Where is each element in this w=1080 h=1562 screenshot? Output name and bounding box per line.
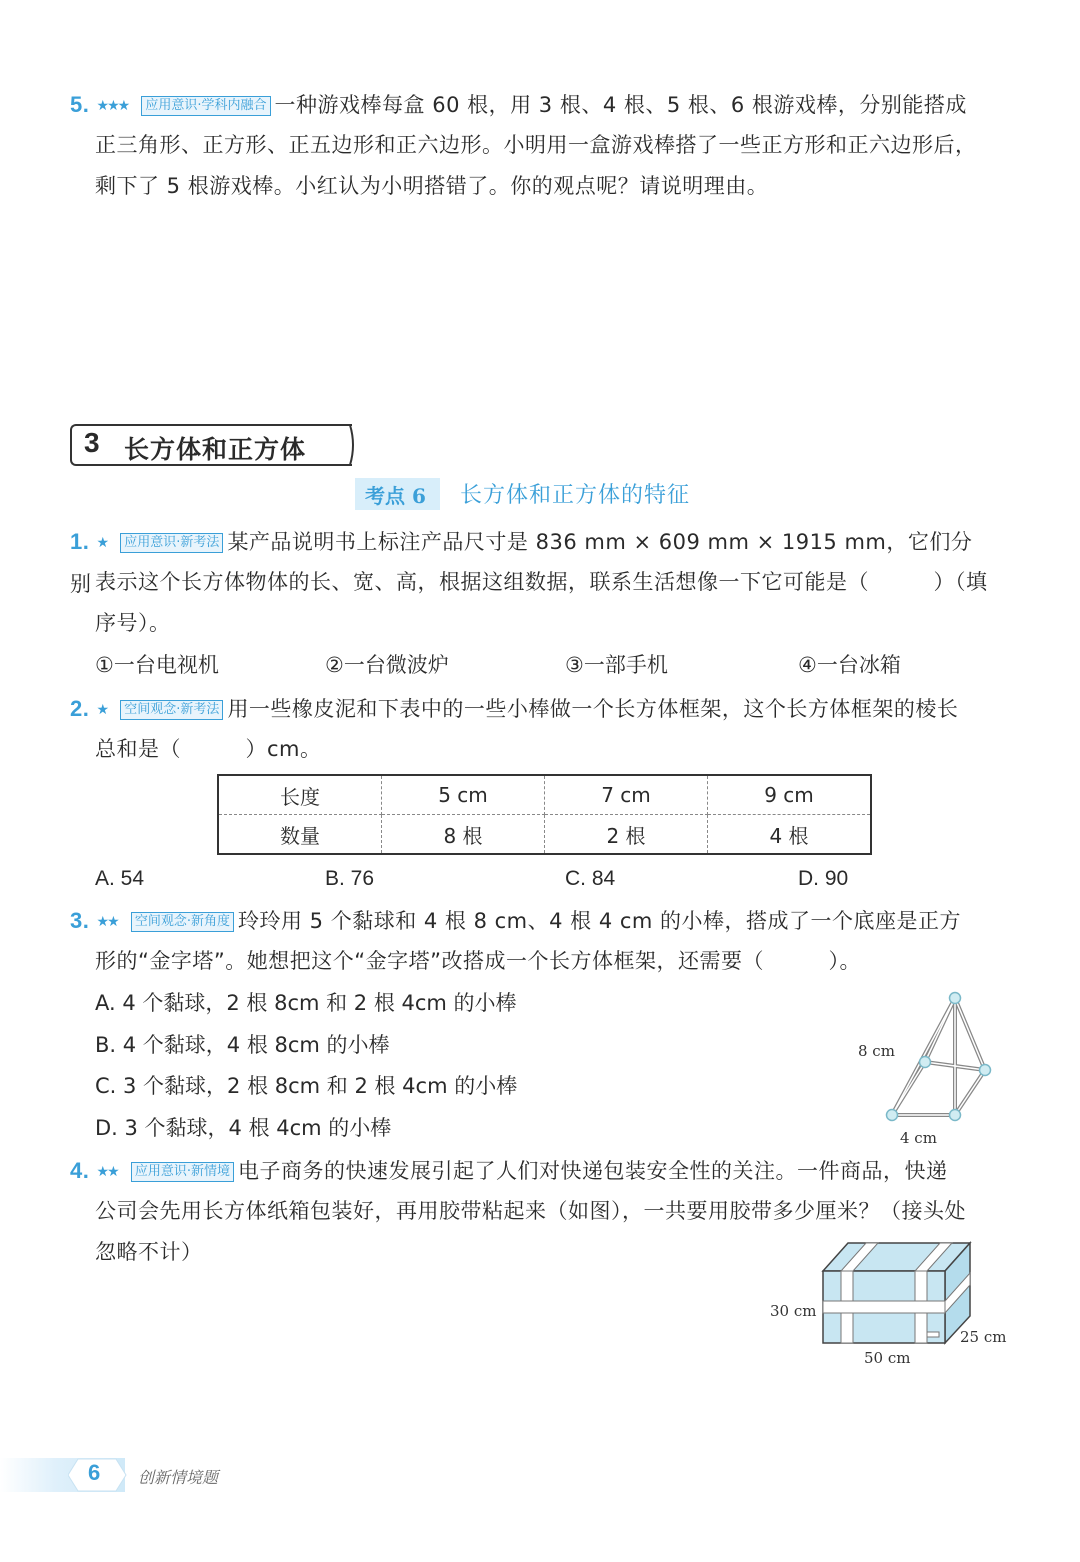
q3-option-a: A. 4 个黏球，2 根 8cm 和 2 根 4cm 的小棒 xyxy=(95,991,517,1015)
box-width-label: 25 cm xyxy=(960,1328,1007,1346)
box-length-label: 50 cm xyxy=(864,1349,911,1367)
table-cell: 数量 xyxy=(219,815,382,854)
kaodian-badge xyxy=(355,478,440,510)
difficulty-star-icon: ★ xyxy=(96,535,108,551)
q5-tag: 应用意识·学科内融合 xyxy=(141,96,270,116)
q4-line1 xyxy=(70,1150,990,1193)
page-number: 6 xyxy=(88,1460,101,1485)
q4-text-1: 电子商务的快速发展引起了人们对快递包装安全性的关注。一件商品，快递 xyxy=(237,1159,948,1183)
table-cell: 2 根 xyxy=(545,815,708,854)
q5-text-1: 一种游戏棒每盒 60 根，用 3 根、4 根、5 根、6 根游戏棒，分别能搭成 xyxy=(274,93,967,117)
q2-line1 xyxy=(70,688,990,731)
q1-option-3: ③一部手机 xyxy=(565,653,668,677)
q2-text-2: 总和是（ ）cm。 xyxy=(95,737,322,761)
pyramid-height-label: 8 cm xyxy=(858,1042,895,1060)
pyramid-figure xyxy=(880,990,1000,1130)
q3-tag: 空间观念·新角度 xyxy=(131,912,234,932)
pyramid-base-label: 4 cm xyxy=(900,1129,937,1147)
q1-text-3: 序号）。 xyxy=(95,611,171,635)
difficulty-star-icon: ★ xyxy=(96,702,108,718)
q5-number: 5. xyxy=(70,92,90,117)
difficulty-stars-icon: ★★★ xyxy=(96,98,129,114)
q3-line1 xyxy=(70,900,990,943)
q3-option-c: C. 3 个黏球，2 根 8cm 和 2 根 4cm 的小棒 xyxy=(95,1074,518,1098)
q2-number: 2. xyxy=(70,696,90,721)
q4-tag: 应用意识·新情境 xyxy=(131,1162,234,1182)
q3-text-2: 形的“金字塔”。她想把这个“金字塔”改搭成一个长方体框架，还需要（ ）。 xyxy=(95,949,862,973)
table-cell: 4 根 xyxy=(769,823,809,848)
table-cell: 长度 xyxy=(219,776,382,815)
q5-line1 xyxy=(70,84,990,127)
kaodian-title: 长方体和正方体的特征 xyxy=(460,483,691,508)
q1-text-2: 表示这个长方体物体的长、宽、高，根据这组数据，联系生活想像一下它可能是（ ）（填 xyxy=(95,570,988,594)
q5-text-2: 正三角形、正方形、正五边形和正六边形。小明用一盒游戏棒搭了一些正方形和正六边形后， xyxy=(95,133,977,157)
table-cell: 5 cm xyxy=(382,776,545,815)
q2-table xyxy=(217,774,872,855)
taped-box-figure xyxy=(815,1238,980,1348)
table-cell: 8 根 xyxy=(382,815,545,854)
section-title: 长方体和正方体 xyxy=(124,435,307,464)
q4-text-3: 忽略不计） xyxy=(95,1240,203,1264)
q3-option-d: D. 3 个黏球，4 根 4cm 的小棒 xyxy=(95,1116,392,1140)
q1-option-4: ④一台冰箱 xyxy=(798,653,901,677)
table-cell: 9 cm xyxy=(708,776,871,815)
q2-option-c: C. 84 xyxy=(565,867,616,890)
q3-option-b: B. 4 个黏球，4 根 8cm 的小棒 xyxy=(95,1033,390,1057)
q1-text-1: 某产品说明书上标注产品尺寸是 836 mm × 609 mm × 1915 mm，它们分别 xyxy=(70,530,973,596)
section-number: 3 xyxy=(84,427,100,458)
q4-number: 4. xyxy=(70,1158,90,1183)
kaodian-label: 考点 6 xyxy=(365,484,426,508)
q1-option-2: ②一台微波炉 xyxy=(325,653,449,677)
q1-number: 1. xyxy=(70,529,90,554)
difficulty-stars-icon: ★★ xyxy=(96,914,118,930)
q1-tag: 应用意识·新考法 xyxy=(120,533,223,553)
table-cell: 7 cm xyxy=(545,776,708,815)
q2-option-b: B. 76 xyxy=(325,867,375,890)
q2-text-1: 用一些橡皮泥和下表中的一些小棒做一个长方体框架，这个长方体框架的棱长 xyxy=(227,697,959,721)
footer-title: 创新情境题 xyxy=(138,1468,219,1487)
section-header-arrow-icon xyxy=(338,424,358,466)
box-height-label: 30 cm xyxy=(770,1302,817,1320)
q1-option-1: ①一台电视机 xyxy=(95,653,219,677)
q2-tag: 空间观念·新考法 xyxy=(120,700,223,720)
q3-text-1: 玲玲用 5 个黏球和 4 根 8 cm、4 根 4 cm 的小棒，搭成了一个底座是正方 xyxy=(237,909,962,933)
section-header xyxy=(70,424,352,466)
q2-option-d: D. 90 xyxy=(798,867,849,890)
q2-option-a: A. 54 xyxy=(95,867,145,890)
q4-text-2: 公司会先用长方体纸箱包装好，再用胶带粘起来（如图），一共要用胶带多少厘米？（接头处 xyxy=(95,1199,966,1223)
q3-number: 3. xyxy=(70,908,90,933)
difficulty-stars-icon: ★★ xyxy=(96,1164,118,1180)
q5-text-3: 剩下了 5 根游戏棒。小红认为小明搭错了。你的观点呢？请说明理由。 xyxy=(95,174,769,198)
